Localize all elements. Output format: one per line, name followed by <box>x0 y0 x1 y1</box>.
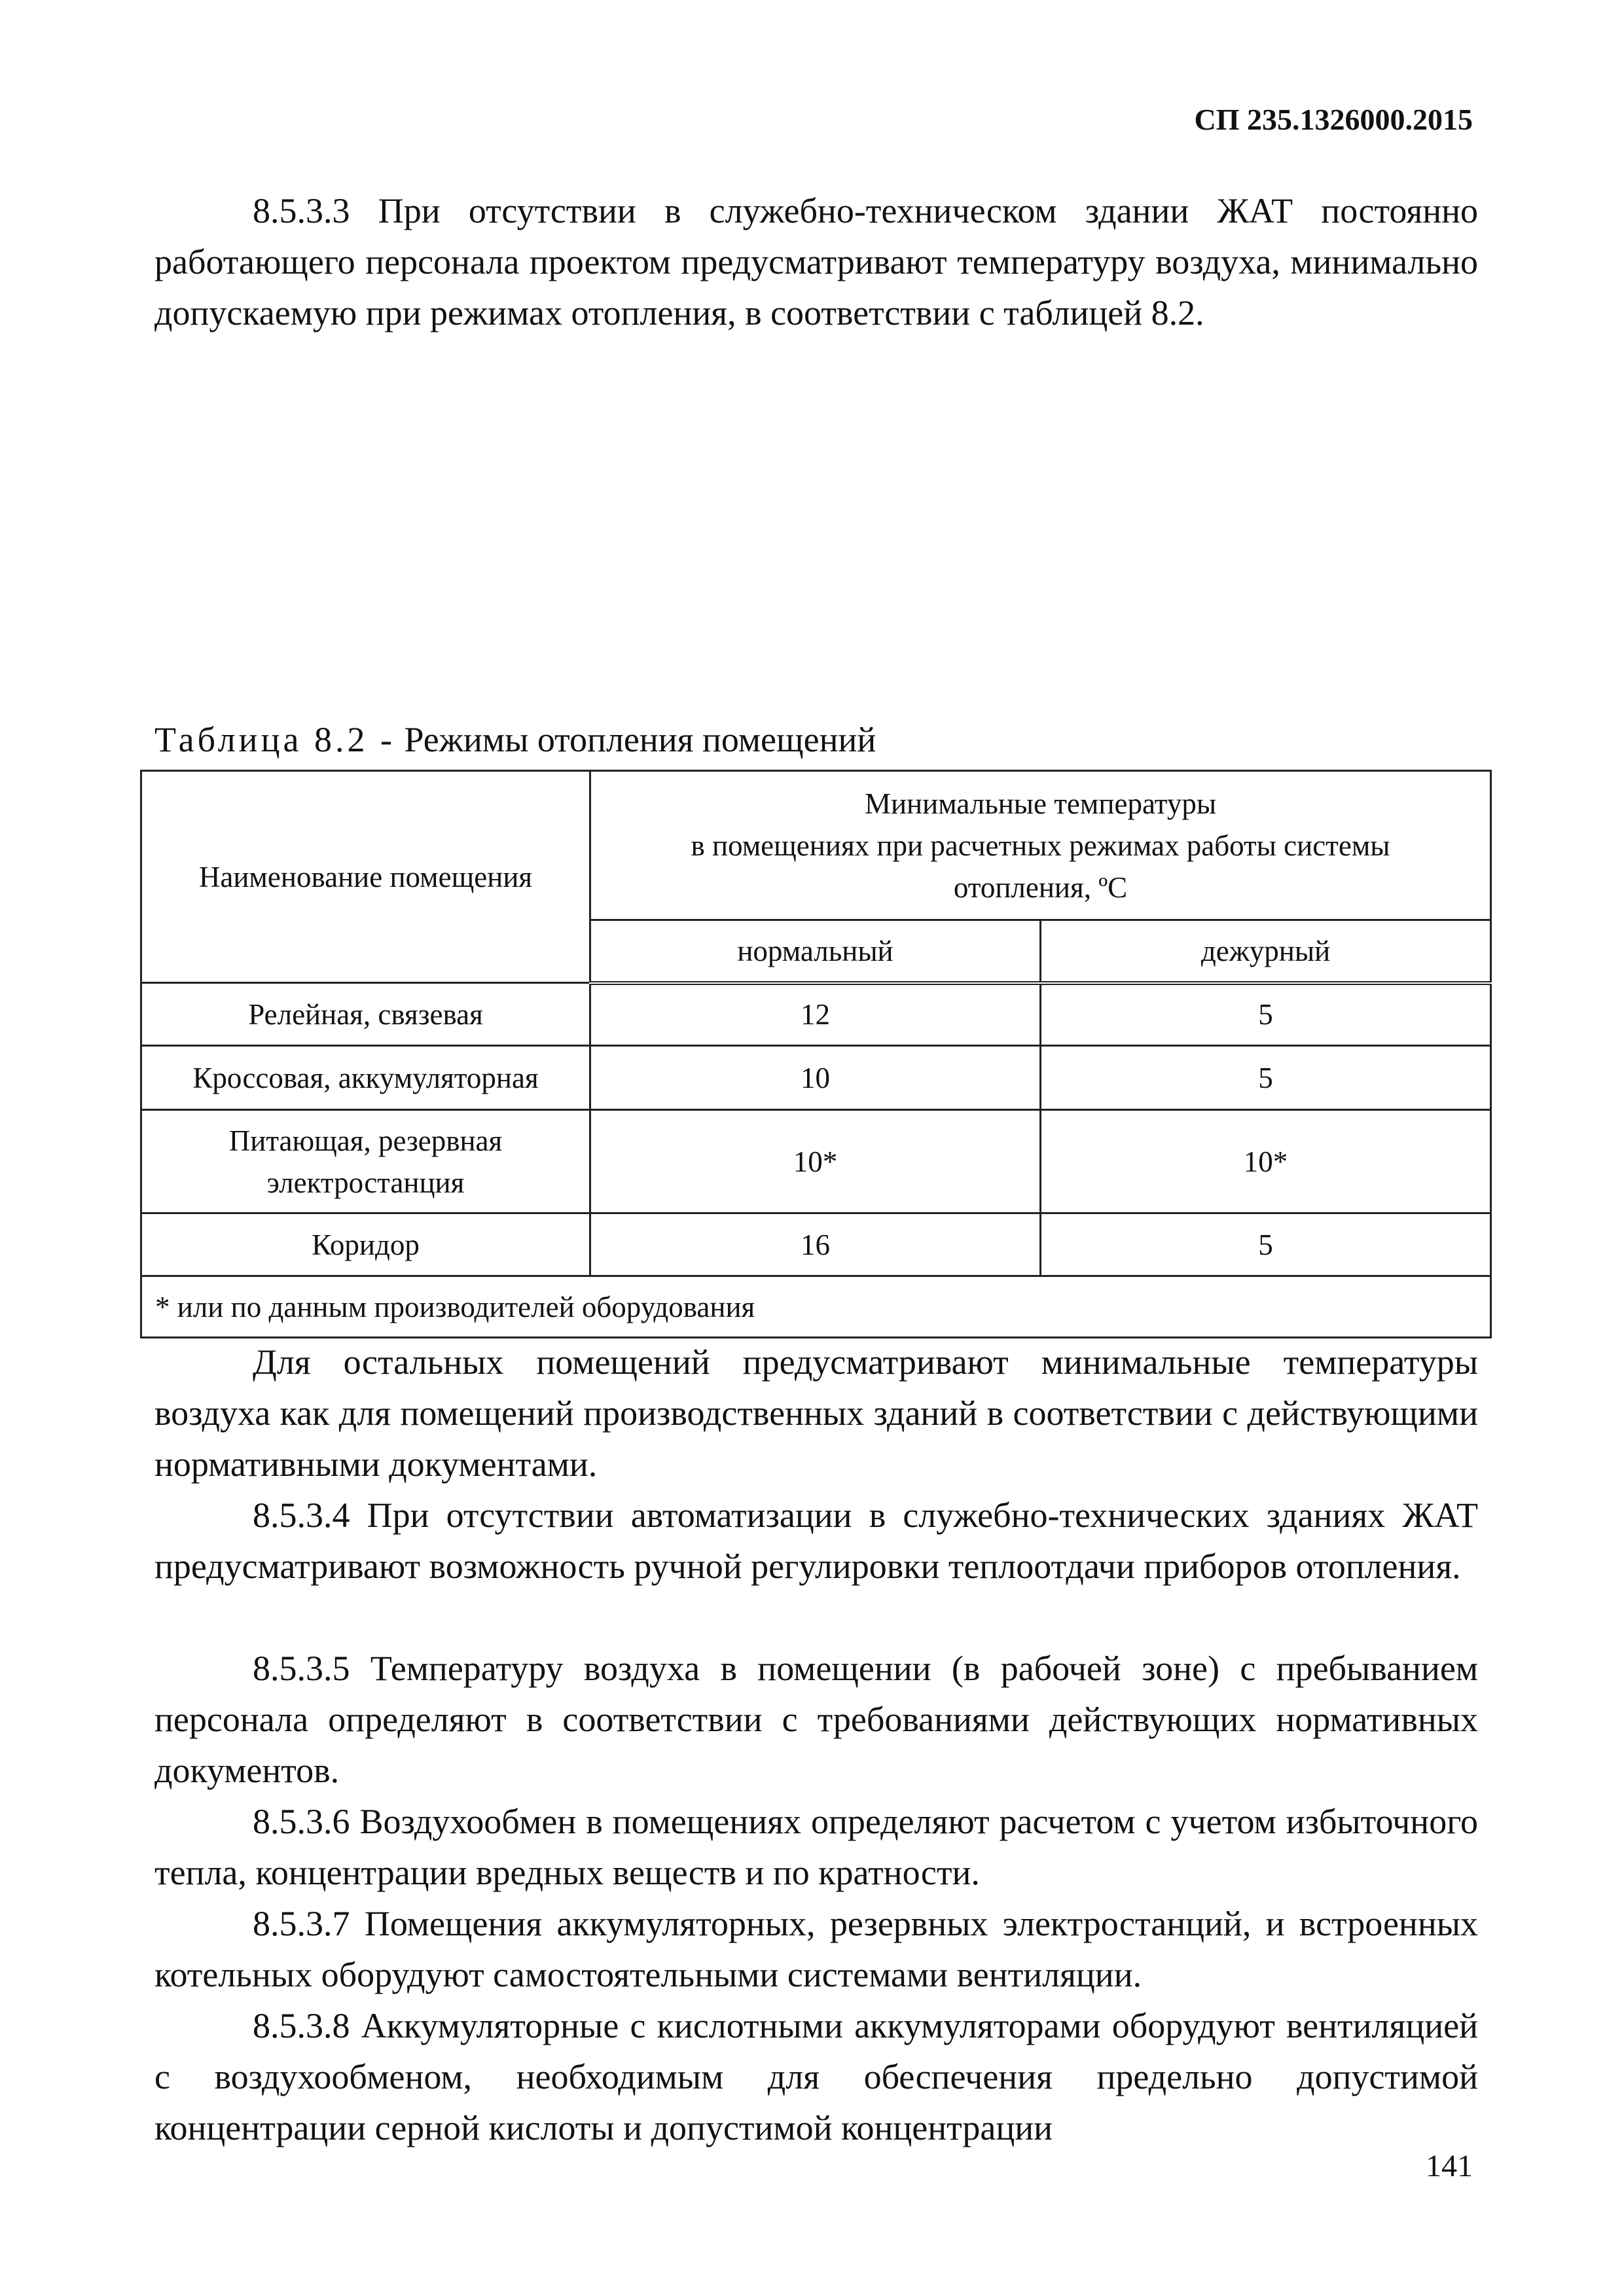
paragraph-other-rooms <box>154 1336 1478 1490</box>
paragraph-text: 8.5.3.6 Воздухообмен в помещениях определяют расчетом с учетом избыточного тепла, концентрации вредных веществ и по кратности. <box>154 1802 1478 1892</box>
table-row <box>141 1046 1491 1110</box>
document-code: СП 235.1326000.2015 <box>1194 103 1473 136</box>
paragraph-text: Для остальных помещений предусматривают минимальные температуры воздуха как для помещений производственных зданий в соответствии с действующими нормативными документами. <box>154 1342 1478 1484</box>
cell-normal: 10 <box>590 1046 1041 1110</box>
paragraph-8-5-3-3 <box>154 185 1478 338</box>
header-min-temperatures <box>590 771 1491 920</box>
page-number: 141 <box>1426 2149 1473 2183</box>
table-row <box>141 1213 1491 1276</box>
header-line: отопления, ºС <box>953 870 1128 904</box>
table-row <box>141 983 1491 1046</box>
table-caption <box>154 719 1464 761</box>
paragraph-text: 8.5.3.8 Аккумуляторные с кислотными аккумуляторами оборудуют вентиляцией с воздухообменом, необходимым для обеспечения предельно допустимой концентрации серной кислоты и допустимой концентрации <box>154 2006 1478 2147</box>
table-caption-label: Таблица 8.2 - <box>154 720 395 759</box>
cell-standby: 10* <box>1041 1110 1491 1213</box>
cell-standby: 5 <box>1041 1213 1491 1276</box>
paragraph-text: 8.5.3.5 Температуру воздуха в помещении (в рабочей зоне) с пребыванием персонала определяют в соответствии с требованиями действующих нормативных документов. <box>154 1649 1478 1790</box>
cell-room-name: Коридор <box>141 1213 590 1276</box>
header-line: в помещениях при расчетных режимах работы системы <box>691 829 1390 862</box>
paragraph-8-5-3-8 <box>154 2000 1478 2153</box>
header-standby-mode: дежурный <box>1041 920 1491 983</box>
heating-modes-table <box>140 770 1492 1338</box>
cell-line: Питающая, резервная <box>228 1124 503 1157</box>
cell-line: электростанция <box>266 1166 465 1199</box>
paragraph-text: 8.5.3.3 При отсутствии в служебно-техническом здании ЖАТ постоянно работающего персонала проектом предусматривают температуру воздуха, минимально допускаемую при режимах отопления, в соответствии с таблицей 8.2. <box>154 191 1478 332</box>
cell-standby: 5 <box>1041 983 1491 1046</box>
table-footnote: * или по данным производителей оборудования <box>141 1276 1491 1338</box>
cell-room-name: Релейная, связевая <box>141 983 590 1046</box>
paragraph-8-5-3-6 <box>154 1796 1478 1898</box>
cell-room-name <box>141 1110 590 1213</box>
paragraph-8-5-3-4 <box>154 1490 1478 1592</box>
paragraph-8-5-3-7 <box>154 1898 1478 2000</box>
cell-normal: 10* <box>590 1110 1041 1213</box>
paragraph-text: 8.5.3.7 Помещения аккумуляторных, резервных электростанций, и встроенных котельных оборудуют самостоятельными системами вентиляции. <box>154 1904 1478 1994</box>
table-caption-title: Режимы отопления помещений <box>404 720 876 759</box>
header-room-name: Наименование помещения <box>141 771 590 983</box>
cell-standby: 5 <box>1041 1046 1491 1110</box>
paragraph-8-5-3-5 <box>154 1643 1478 1796</box>
table-row <box>141 1110 1491 1213</box>
header-line: Минимальные температуры <box>864 787 1217 820</box>
cell-normal: 12 <box>590 983 1041 1046</box>
cell-normal: 16 <box>590 1213 1041 1276</box>
paragraph-text: 8.5.3.4 При отсутствии автоматизации в служебно-технических зданиях ЖАТ предусматривают возможность ручной регулировки теплоотдачи приборов отопления. <box>154 1496 1478 1586</box>
header-normal-mode: нормальный <box>590 920 1041 983</box>
table-footnote-row <box>141 1276 1491 1338</box>
cell-room-name: Кроссовая, аккумуляторная <box>141 1046 590 1110</box>
